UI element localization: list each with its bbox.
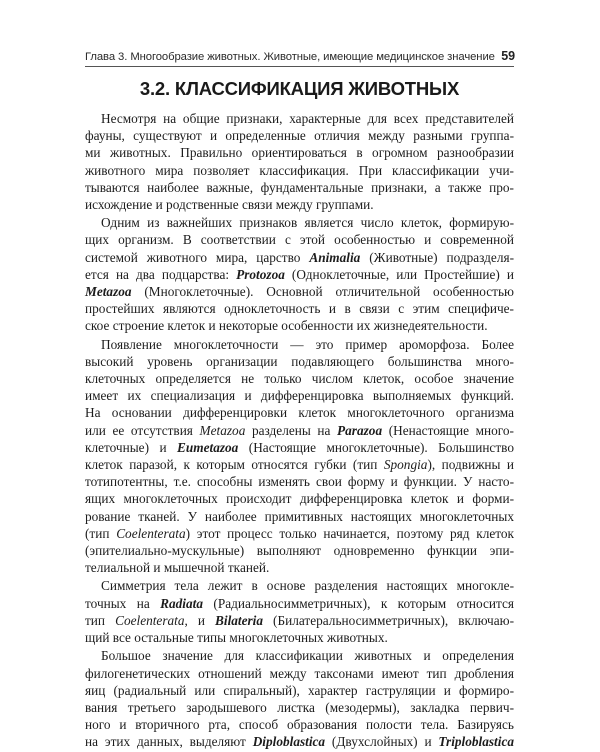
paragraph-4: [85, 577, 514, 646]
taxon-term: Bilateria: [215, 612, 264, 628]
text-line: яиц (радиальный или спиральный), характер гаструляции и формиро-: [85, 682, 514, 698]
paragraph-2: [85, 214, 514, 334]
taxon-term: Metazoa: [85, 284, 132, 300]
text-line: имеет их специализация и дифференцировка выполняемых функций.: [85, 388, 514, 404]
text-line: тип Coelenterata, и Bilateria (Билатеральносимметричных), включаю-: [85, 612, 514, 628]
text-line: Большое значение для классификации животных и определения: [101, 648, 514, 664]
section-title: 3.2. КЛАССИФИКАЦИЯ ЖИВОТНЫХ: [139, 78, 460, 99]
taxon-term: Triploblastica: [438, 734, 514, 750]
taxon-term: Metazoa: [199, 422, 246, 438]
taxon-term: Animalia: [309, 249, 361, 265]
taxon-term: Spongia: [383, 457, 428, 473]
text-line: исхождение и родственные связи между группами.: [85, 197, 374, 213]
text-line: Metazoa (Многоклеточные). Основной отличительной особенностью: [85, 284, 514, 300]
text-line: Несмотря на общие признаки, характерные для всех представителей: [101, 111, 514, 126]
paragraph-5: [85, 647, 514, 750]
text-line: системой животного мира, царство Animalia (Животные) подразделя-: [85, 249, 515, 265]
header-rule: [85, 66, 514, 67]
taxon-term: Coelenterata: [116, 525, 186, 541]
text-line: Одним из важнейших признаков является число клеток, формирую-: [101, 215, 514, 231]
paragraph-3: [85, 336, 514, 577]
text-line: точных на Radiata (Радиальносимметричных), к которым относится: [85, 595, 514, 611]
text-line: ного и вторичного рта, способ образования полости тела. Базируясь: [85, 717, 514, 733]
text-line: На основании дифференцировки клеток многоклеточного организма: [85, 405, 514, 421]
text-line: клеток паразой, к которым относятся губки (тип Spongia), подвижны и: [85, 457, 515, 473]
page-number: 59: [501, 49, 515, 63]
text-line: филогенетических отношений между таксонами имеют тип дробления: [85, 665, 514, 681]
text-line: фауны, существуют и определенные отличия между разными группа-: [85, 128, 514, 144]
running-title: Глава 3. Многообразие животных. Животные, имеющие медицинское значение: [85, 51, 495, 63]
taxon-term: Diploblastica: [252, 734, 326, 750]
text-line: клеточных определяется не только числом клеток, особое значение: [85, 371, 514, 387]
taxon-term: Coelenterata: [115, 612, 185, 628]
text-line: высокий уровень организации подавляющего большинства много-: [85, 353, 514, 369]
text-line: вания третьего зародышевого листка (мезодермы), закладка первич-: [85, 699, 514, 715]
text-line: телиальной и мышечной тканей.: [85, 560, 270, 576]
body-text: [85, 110, 514, 752]
text-line: ящих многоклеточных происходит дифференцировка клеток и форми-: [85, 491, 514, 507]
text-line: тываются наиболее важные, фундаментальные признаки, а также про-: [85, 179, 514, 195]
text-line: Появление многоклеточности — это пример ароморфоза. Более: [101, 336, 514, 352]
text-line: ское строение клеток и некоторые особенности их жизнедеятельности.: [85, 318, 488, 334]
taxon-term: Protozoa: [236, 266, 285, 282]
text-line: тотипотентны, т.е. способны изменять свои форму и функции. У насто-: [85, 474, 514, 490]
text-line: рование тканей. У наиболее примитивных настоящих многоклеточных: [85, 508, 514, 524]
taxon-term: Radiata: [160, 595, 203, 611]
text-line: ется на два подцарства: Protozoa (Одноклеточные, или Простейшие) и: [85, 266, 514, 282]
running-header: [85, 46, 515, 66]
text-line: щий все остальные типы многоклеточных животных.: [85, 630, 388, 646]
taxon-term: Parazoa: [337, 422, 383, 438]
text-line: (эпителиально-мускульные) выполняют одновременно функции эпи-: [85, 543, 514, 559]
text-line: на этих данных, выделяют Diploblastica (Двухслойных) и Triploblastica: [85, 734, 514, 750]
text-line: щих организм. В соответствии с этой особенностью и современной: [85, 232, 514, 248]
text-line: клеточные) и Eumetazoa (Настоящие многоклеточные). Большинство: [85, 439, 514, 455]
text-line: ми животных. Правильно ориентироваться в огромном разнообразии: [85, 145, 514, 161]
text-line: животного мира позволяет классификация. При классификации учи-: [85, 162, 514, 178]
taxon-term: Eumetazoa: [177, 439, 239, 455]
paragraph-1: [85, 110, 514, 213]
text-line: (тип Coelenterata) этот процесс только начинается, поэтому ряд клеток: [85, 525, 514, 541]
text-line: простейших являются одноклеточность и в связи с этим специфиче-: [85, 301, 514, 317]
text-line: Симметрия тела лежит в основе разделения настоящих многокле-: [101, 578, 514, 594]
text-line: или ее отсутствия Metazoa разделены на Parazoa (Ненастоящие много-: [85, 422, 514, 438]
